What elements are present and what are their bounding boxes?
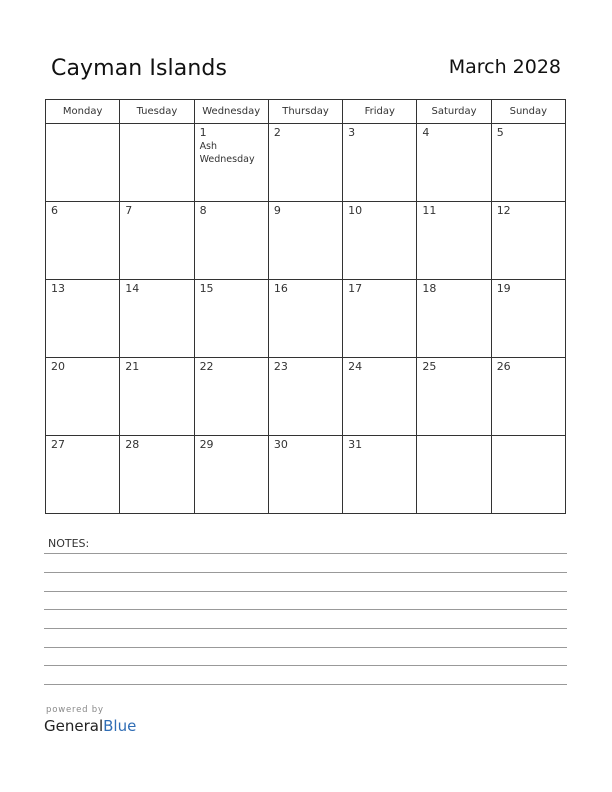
generalblue-logo (44, 717, 136, 735)
day-cell (120, 280, 194, 358)
notes-line (44, 572, 567, 573)
day-cell (343, 124, 417, 202)
day-cell (268, 202, 342, 280)
week-row (46, 358, 566, 436)
day-number: 12 (496, 204, 511, 217)
day-number: 29 (199, 438, 214, 451)
day-cell (417, 436, 491, 514)
day-number: 6 (51, 204, 58, 217)
day-number: 9 (273, 204, 281, 217)
day-cell (417, 124, 491, 202)
day-number: 15 (199, 282, 214, 295)
powered-by-label: powered by (46, 705, 104, 715)
day-number: 22 (199, 360, 214, 373)
day-number: 26 (496, 360, 511, 373)
day-number: 20 (51, 360, 65, 373)
day-number: 13 (51, 282, 65, 295)
day-cell (120, 358, 194, 436)
day-number: 27 (51, 438, 65, 451)
notes-line (44, 647, 567, 648)
day-cell (194, 202, 268, 280)
day-number: 1 (199, 126, 207, 139)
day-cell (194, 358, 268, 436)
holiday-label: Ash Wednesday (199, 141, 255, 165)
day-cell (120, 202, 194, 280)
day-cell (120, 436, 194, 514)
week-row (46, 202, 566, 280)
brand-general-text: General (44, 717, 104, 735)
month-calendar-grid (45, 99, 566, 514)
day-cell (417, 280, 491, 358)
day-cell (343, 436, 417, 514)
weekday-header-row (46, 100, 566, 124)
notes-line (44, 591, 567, 592)
day-cell (491, 358, 565, 436)
day-number: 7 (125, 204, 133, 217)
day-number: 25 (422, 360, 437, 373)
day-number: 21 (125, 360, 140, 373)
weekday-header: Wednesday (194, 100, 268, 124)
day-cell (268, 358, 342, 436)
week-row (46, 280, 566, 358)
day-cell (46, 280, 120, 358)
notes-line (44, 665, 567, 666)
day-cell (491, 124, 565, 202)
day-cell (46, 436, 120, 514)
day-number: 3 (348, 126, 356, 139)
day-number: 19 (496, 282, 511, 295)
calendar-country-title: Cayman Islands (51, 56, 228, 81)
day-number: 5 (496, 126, 504, 139)
day-number: 24 (348, 360, 363, 373)
weekday-header: Sunday (491, 100, 565, 124)
weekday-header: Saturday (417, 100, 491, 124)
brand-blue-text: Blue (103, 717, 137, 735)
notes-line (44, 628, 567, 629)
day-number (46, 124, 119, 127)
day-number: 30 (273, 438, 288, 451)
day-cell (343, 358, 417, 436)
day-number: 14 (125, 282, 140, 295)
day-number: 11 (422, 204, 437, 217)
day-number: 10 (348, 204, 363, 217)
weekday-header: Friday (343, 100, 417, 124)
weekday-header: Thursday (268, 100, 342, 124)
day-number: 23 (273, 360, 288, 373)
day-number: 8 (199, 204, 207, 217)
day-cell (417, 358, 491, 436)
notes-line (44, 553, 567, 554)
day-cell (268, 280, 342, 358)
day-cell (268, 124, 342, 202)
day-number: 31 (348, 438, 363, 451)
calendar-month-title: March 2028 (448, 56, 561, 78)
day-cell (194, 124, 268, 202)
weekday-header: Tuesday (120, 100, 194, 124)
day-number: 28 (125, 438, 140, 451)
day-number (492, 436, 565, 439)
day-cell (343, 280, 417, 358)
day-number: 18 (422, 282, 437, 295)
day-number: 16 (273, 282, 288, 295)
day-cell (343, 202, 417, 280)
day-cell (268, 436, 342, 514)
notes-line (44, 684, 567, 685)
day-cell (46, 202, 120, 280)
day-cell (194, 436, 268, 514)
day-number: 17 (348, 282, 363, 295)
day-number: 2 (273, 126, 281, 139)
week-row (46, 124, 566, 202)
weekday-header: Monday (46, 100, 120, 124)
day-cell (491, 436, 565, 514)
day-cell (46, 124, 120, 202)
day-cell (46, 358, 120, 436)
day-number: 4 (422, 126, 430, 139)
day-number (120, 124, 193, 127)
notes-label: NOTES: (48, 537, 90, 550)
day-number (417, 436, 490, 439)
day-cell (120, 124, 194, 202)
day-cell (417, 202, 491, 280)
day-cell (491, 202, 565, 280)
notes-line (44, 609, 567, 610)
day-cell (491, 280, 565, 358)
week-row (46, 436, 566, 514)
day-cell (194, 280, 268, 358)
